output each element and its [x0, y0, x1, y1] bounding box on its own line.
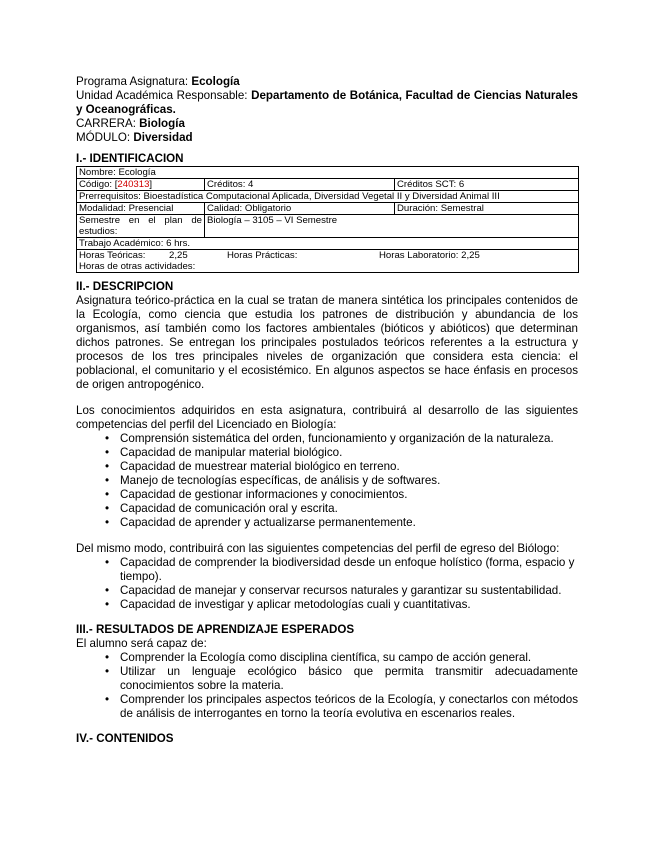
programa-value: Ecología	[191, 75, 240, 88]
list-item-text: Manejo de tecnologías específicas, de análisis y de softwares.	[120, 474, 441, 487]
table-row	[77, 215, 579, 238]
list-item-text: Capacidad de manipular material biológico.	[120, 446, 343, 459]
list-item	[104, 693, 578, 721]
horas-otras: Horas de otras actividades:	[79, 261, 196, 272]
table-row	[77, 238, 579, 250]
horas-cell	[77, 250, 579, 273]
unidad-label: Unidad Académica Responsable:	[76, 89, 248, 102]
codigo-label: Código: [	[79, 179, 118, 190]
nombre-cell: Nombre: Ecología	[77, 167, 579, 179]
list-item	[104, 584, 578, 598]
list-item	[104, 488, 578, 502]
horas-laboratorio: Horas Laboratorio: 2,25	[379, 250, 480, 261]
codigo-close: ]	[149, 179, 153, 190]
section-descripcion-title: II.- DESCRIPCION	[76, 280, 174, 293]
creditos-sct-cell: Créditos SCT: 6	[395, 179, 579, 191]
bullet-icon: •	[104, 502, 110, 515]
section-resultados-title: III.- RESULTADOS DE APRENDIZAJE ESPERADOS	[76, 623, 355, 636]
table-row	[77, 167, 579, 179]
semestre-label-cell: Semestre en el plan de estudios:	[77, 215, 205, 238]
list-item	[104, 460, 578, 474]
bullet-icon: •	[104, 598, 110, 611]
list-item	[104, 446, 578, 460]
programa-label: Programa Asignatura:	[76, 75, 189, 88]
codigo-value: 240313	[117, 179, 150, 190]
bullet-icon: •	[104, 474, 110, 487]
list-item-text: Capacidad de investigar y aplicar metodologías cuali y cuantitativas.	[120, 598, 471, 611]
list-item-text: Utilizar un lenguaje ecológico básico que permita transmitir adecuadamente conocimientos sobre la materia.	[120, 665, 578, 692]
bullet-icon: •	[104, 584, 110, 597]
programa-line	[76, 75, 578, 89]
semestre-value-cell: Biología – 3105 – VI Semestre	[205, 215, 579, 238]
resultados-intro: El alumno será capaz de:	[76, 637, 207, 650]
list-item-text: Comprensión sistemática del orden, funcionamiento y organización de la naturaleza.	[120, 432, 554, 445]
trabajo-cell: Trabajo Académico: 6 hrs.	[77, 238, 579, 250]
bullet-icon: •	[104, 446, 110, 459]
resultados-list	[76, 651, 578, 721]
list-item-text: Capacidad de comunicación oral y escrita.	[120, 502, 338, 515]
descripcion-paragraph-2: Los conocimientos adquiridos en esta asignatura, contribuirá al desarrollo de las siguientes competencias del perfil del Licenciado en Biología:	[76, 404, 578, 431]
bullet-icon: •	[104, 665, 110, 678]
bullet-icon: •	[104, 516, 110, 529]
carrera-label: CARRERA:	[76, 117, 136, 130]
competencias-licenciado-list	[76, 432, 578, 530]
list-item-text: Capacidad de manejar y conservar recursos naturales y garantizar su sustentabilidad.	[120, 584, 562, 597]
list-item	[104, 556, 578, 584]
modulo-value: Diversidad	[133, 131, 193, 144]
bullet-icon: •	[104, 460, 110, 473]
table-row	[77, 250, 579, 273]
list-item-text: Comprender la Ecología como disciplina científica, su campo de acción general.	[120, 651, 532, 664]
list-item	[104, 516, 578, 530]
list-item-text: Capacidad de aprender y actualizarse permanentemente.	[120, 516, 416, 529]
horas-practicas-label: Horas Prácticas:	[227, 250, 298, 261]
bullet-icon: •	[104, 556, 110, 569]
paragraph-gap	[76, 530, 578, 542]
modalidad-cell: Modalidad: Presencial	[77, 203, 205, 215]
table-row	[77, 203, 579, 215]
section-identificacion-title: I.- IDENTIFICACION	[76, 152, 184, 165]
codigo-cell	[77, 179, 205, 191]
bullet-icon: •	[104, 693, 110, 706]
horas-teoricas-label: Horas Teóricas:	[79, 250, 146, 261]
creditos-cell: Créditos: 4	[205, 179, 395, 191]
bullet-icon: •	[104, 651, 110, 664]
list-item	[104, 432, 578, 446]
identificacion-table	[76, 166, 579, 273]
list-item	[104, 665, 578, 693]
calidad-cell: Calidad: Obligatorio	[205, 203, 395, 215]
modulo-line	[76, 131, 578, 145]
horas-line	[79, 250, 576, 261]
list-item	[104, 502, 578, 516]
list-item-text: Capacidad de comprender la biodiversidad desde un enfoque holístico (forma, espacio y tiempo).	[120, 556, 575, 583]
duracion-cell: Duración: Semestral	[395, 203, 579, 215]
modulo-label: MÓDULO:	[76, 131, 131, 144]
list-item	[104, 598, 578, 612]
list-item-text: Comprender los principales aspectos teóricos de la Ecología, y conectarlos con métodos de análisis de interrogantes en torno la teoría evolutiva en escenarios reales.	[120, 693, 578, 720]
table-row	[77, 191, 579, 203]
competencias-biologo-list	[76, 556, 578, 612]
unidad-line	[76, 89, 578, 117]
list-item-text: Capacidad de gestionar informaciones y conocimientos.	[120, 488, 408, 501]
bullet-icon: •	[104, 488, 110, 501]
prerrequisitos-cell: Prerrequisitos: Bioestadística Computacional Aplicada, Diversidad Vegetal II y Diversidad Animal III	[77, 191, 579, 203]
list-item	[104, 651, 578, 665]
carrera-value: Biología	[139, 117, 185, 130]
list-item-text: Capacidad de muestrear material biológico en terreno.	[120, 460, 400, 473]
bullet-icon: •	[104, 432, 110, 445]
descripcion-paragraph-3: Del mismo modo, contribuirá con las siguientes competencias del perfil de egreso del Biólogo:	[76, 542, 560, 555]
horas-teoricas-value: 2,25	[169, 250, 188, 261]
section-contenidos-title: IV.- CONTENIDOS	[76, 732, 174, 745]
paragraph-gap	[76, 392, 578, 404]
unidad-value: Departamento de Botánica, Facultad de Ciencias Naturales y Oceanográficas.	[76, 89, 578, 116]
document-page	[76, 75, 578, 746]
descripcion-paragraph-1: Asignatura teórico-práctica en la cual se tratan de manera sintética los principales contenidos de la Ecología, como ciencia que estudia los patrones de distribución y abundancia de los organismos, así también como los factores ambientales (bióticos y abióticos) que determinan dichos patrones. Se entregan los principales postulados teóricos referentes a la estructura y procesos de los tres principales niveles de organización que considera esta ciencia: el poblacional, el comunitario y el ecosistémico. En algunos aspectos se hace énfasis en procesos de origen antropogénico.	[76, 294, 578, 391]
table-row	[77, 179, 579, 191]
carrera-line	[76, 117, 578, 131]
list-item	[104, 474, 578, 488]
